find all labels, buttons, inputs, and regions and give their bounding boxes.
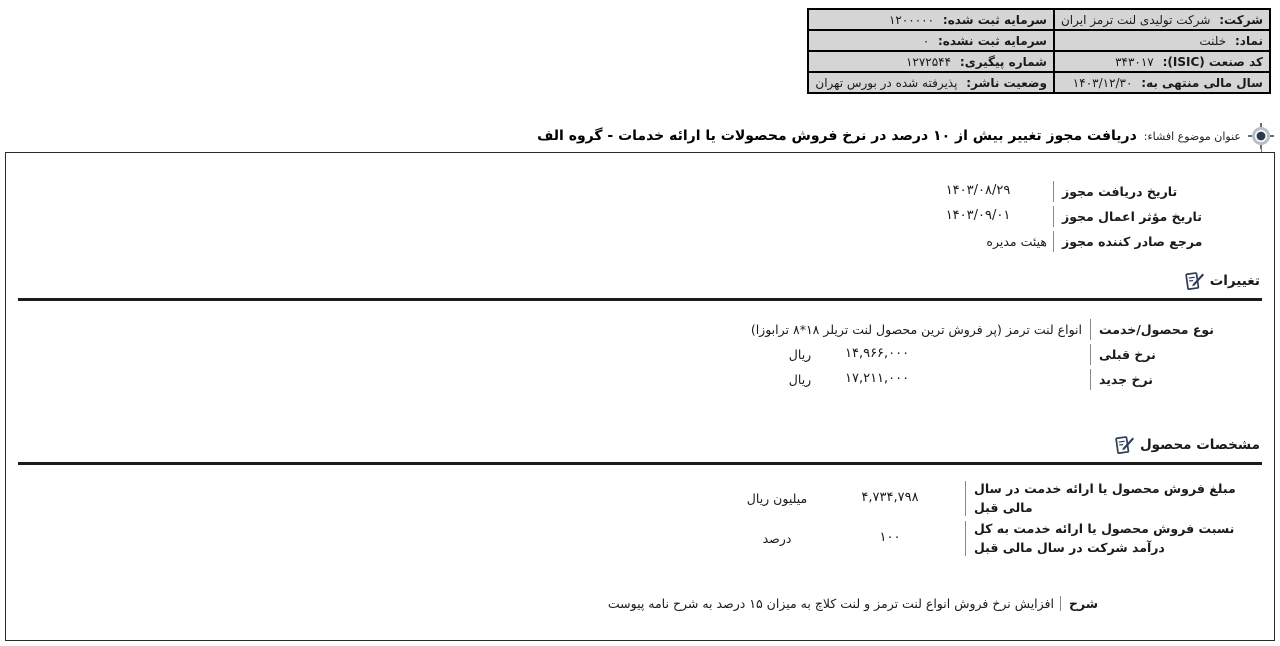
field-row-product-type [6, 317, 1274, 342]
field-row-new-rate [6, 367, 1274, 392]
registered-capital-label: سرمایه ثبت شده: [942, 12, 1047, 27]
bullseye-icon [1248, 123, 1274, 149]
field-divider [1053, 181, 1054, 202]
field-unit: درصد [762, 530, 792, 546]
tracking-number-value: ۱۲۷۲۵۴۴ [905, 54, 952, 69]
section-title: مشخصات محصول [1139, 437, 1260, 453]
field-value: انواع لنت ترمز (پر فروش ترین محصول لنت تریلر ۱۸*۸ ترابوزا) [750, 321, 1082, 337]
section-title: تغییرات [1209, 273, 1260, 289]
license-block [6, 153, 1274, 254]
registered-capital-value: ۱۲۰۰۰۰۰ [888, 12, 935, 27]
field-divider [965, 521, 966, 556]
field-label: مرجع صادر کننده مجوز [1062, 233, 1203, 249]
field-value: ۱۷,۲۱۱,۰۰۰ [845, 371, 910, 387]
changes-block [6, 317, 1274, 392]
field-row-sales-ratio [6, 519, 1274, 558]
field-value: ۱۴۰۳/۰۸/۲۹ [945, 183, 1011, 199]
cell-registered-capital [808, 9, 1054, 30]
field-value: هیئت مدیره [986, 233, 1047, 249]
cell-isic [1054, 51, 1270, 72]
info-row [808, 72, 1270, 93]
field-unit: ریال [788, 372, 812, 387]
tracking-number-label: شماره پیگیری: [959, 54, 1047, 69]
info-row [808, 51, 1270, 72]
isic-label: کد صنعت (ISIC): [1162, 54, 1263, 69]
field-divider [1060, 596, 1061, 611]
cell-fiscal-year-end [1054, 72, 1270, 93]
field-row-previous-rate [6, 342, 1274, 367]
specs-block [6, 479, 1274, 558]
section-header-changes [6, 268, 1274, 294]
description-value: افزایش نرخ فروش انواع لنت ترمز و لنت کلاچ به میزان ۱۵ درصد به شرح نامه پیوست [607, 595, 1054, 611]
field-unit: میلیون ریال [746, 490, 808, 506]
issuer-status-value: پذیرفته شده در بورس تهران [815, 75, 958, 90]
field-unit: ریال [788, 347, 812, 362]
field-divider [1090, 344, 1091, 365]
field-divider [1053, 206, 1054, 227]
section-rule [18, 298, 1262, 301]
field-value: ۱۰۰ [879, 530, 901, 546]
ticker-value: خلنت [1199, 33, 1227, 48]
disclosure-body [5, 152, 1275, 641]
field-label: تاریخ دریافت مجوز [1062, 183, 1178, 199]
field-divider [1053, 231, 1054, 252]
field-row-license-receive-date [6, 179, 1274, 204]
cell-unregistered-capital [808, 30, 1054, 51]
unregistered-capital-value: ۰ [922, 33, 930, 48]
isic-value: ۳۴۳۰۱۷ [1115, 54, 1154, 69]
unregistered-capital-label: سرمایه ثبت نشده: [937, 33, 1047, 48]
field-label: نرخ قبلی [1099, 346, 1156, 362]
field-value: ۴,۷۳۴,۷۹۸ [861, 490, 919, 506]
field-label: نسبت فروش محصول یا ارائه خدمت به کل درآمد شرکت در سال مالی قبل [974, 520, 1235, 556]
cell-issuer-status [808, 72, 1054, 93]
ticker-label: نماد: [1234, 33, 1263, 48]
cell-tracking-number [808, 51, 1054, 72]
field-row-license-authority [6, 229, 1274, 254]
cell-company [1054, 9, 1270, 30]
section-header-product-specs [6, 432, 1274, 458]
description-label: شرح [1069, 595, 1099, 611]
field-row-prev-year-sales [6, 479, 1274, 518]
cell-ticker [1054, 30, 1270, 51]
info-row [808, 30, 1270, 51]
field-label: نوع محصول/خدمت [1099, 321, 1214, 337]
subject-title: دریافت مجوز تغییر بیش از ۱۰ درصد در نرخ فروش محصولات یا ارائه خدمات - گروه الف [537, 128, 1137, 144]
disclosure-subject-row [8, 122, 1274, 150]
section-rule [18, 462, 1262, 465]
field-value: ۱۴,۹۶۶,۰۰۰ [845, 346, 910, 362]
edit-note-icon [1114, 435, 1134, 455]
field-divider [1090, 369, 1091, 390]
field-value: ۱۴۰۳/۰۹/۰۱ [945, 208, 1011, 224]
field-row-license-effective-date [6, 204, 1274, 229]
company-info-table [807, 8, 1271, 94]
edit-note-icon [1184, 271, 1204, 291]
field-divider [1090, 319, 1091, 340]
company-label: شرکت: [1219, 12, 1263, 27]
subject-prefix-label: عنوان موضوع افشاء: [1143, 129, 1241, 143]
field-row-description [6, 594, 1274, 613]
field-label: تاریخ مؤثر اعمال مجوز [1062, 208, 1202, 224]
info-row [808, 9, 1270, 30]
field-label: نرخ جدید [1099, 371, 1153, 387]
fiscal-year-end-value: ۱۴۰۳/۱۲/۳۰ [1072, 75, 1133, 90]
fiscal-year-end-label: سال مالی منتهی به: [1141, 75, 1263, 90]
field-divider [965, 481, 966, 516]
field-label: مبلغ فروش محصول یا ارائه خدمت در سال مالی قبل [974, 481, 1236, 516]
issuer-status-label: وضعیت ناشر: [966, 75, 1047, 90]
company-value: شرکت تولیدی لنت ترمز ایران [1060, 12, 1211, 27]
